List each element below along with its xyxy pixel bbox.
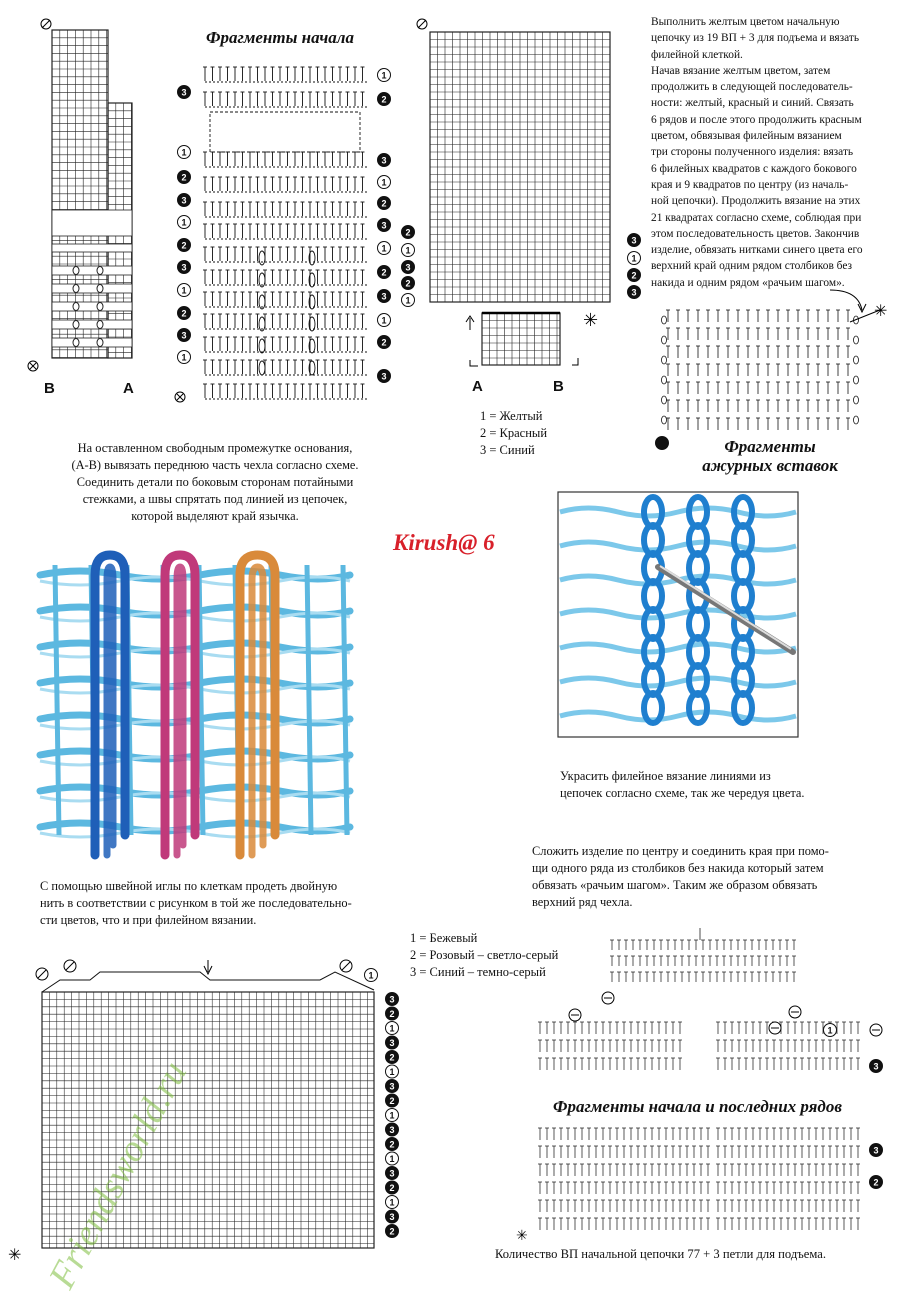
label-A2: A xyxy=(472,378,483,395)
row-number-marker: 2 xyxy=(405,227,411,238)
star-marker: ✳ xyxy=(583,310,599,331)
text-line: обвязать «рачьим шагом». Таким же образом обвязать xyxy=(532,878,818,892)
row-number-marker: 1 xyxy=(389,1154,395,1164)
legend-1-item: 1 = Желтый xyxy=(480,409,543,423)
instr-line: этом последовательность цветов. Закончив xyxy=(651,227,860,240)
text-line: Сложить изделие по центру и соединить края при помо- xyxy=(532,844,829,858)
title-openwork-line1: Фрагменты xyxy=(724,437,816,456)
row-number-marker: 1 xyxy=(405,245,411,256)
row-number-marker: 1 xyxy=(381,70,387,81)
text-line: (А-В) вывязать переднюю часть чехла согласно схеме. xyxy=(71,458,359,472)
row-number-marker: 2 xyxy=(389,1009,395,1019)
row-number-marker: 2 xyxy=(381,337,387,348)
row-number-marker: 2 xyxy=(181,172,187,183)
title-start-fragments: Фрагменты начала xyxy=(206,28,354,47)
row-number-marker: 1 xyxy=(181,217,187,228)
row-number-marker: 2 xyxy=(631,270,637,281)
row-number-marker: 1 xyxy=(368,970,374,981)
text-line: Соединить детали по боковым сторонам потайными xyxy=(76,475,354,489)
legend-2-item: 3 = Синий – темно-серый xyxy=(410,965,546,979)
row-number-marker: 3 xyxy=(873,1145,879,1156)
row-number-marker: 1 xyxy=(405,295,411,306)
row-number-marker: 3 xyxy=(873,1061,879,1072)
row-number-marker: 1 xyxy=(181,352,187,363)
instr-line: 6 рядов и после этого продолжить красным xyxy=(651,113,862,126)
row-number-marker: 3 xyxy=(381,220,387,231)
text-line: верхний ряд чехла. xyxy=(532,895,633,909)
row-number-marker: 2 xyxy=(381,198,387,209)
row-number-marker: 2 xyxy=(181,240,187,251)
row-number-marker: 1 xyxy=(381,243,387,254)
row-number-marker: 3 xyxy=(181,262,187,273)
row-number-marker: 2 xyxy=(381,267,387,278)
row-number-marker: 3 xyxy=(405,262,411,273)
instr-line: продолжить в следующей последователь- xyxy=(651,81,853,94)
legend-2-item: 1 = Бежевый xyxy=(410,931,478,945)
row-number-marker: 3 xyxy=(389,994,395,1005)
row-number-marker: 2 xyxy=(405,278,411,289)
row-number-marker: 3 xyxy=(389,1212,395,1222)
row-number-marker: 3 xyxy=(381,291,387,302)
row-number-marker: 3 xyxy=(381,371,387,382)
row-number-marker: 3 xyxy=(181,330,187,341)
brand-label: Kirush@ 6 xyxy=(393,530,495,555)
star-marker: ✳ xyxy=(874,301,888,320)
instr-line: филейной клеткой. xyxy=(651,48,743,61)
label-A: A xyxy=(123,380,134,397)
text-line: стежками, а швы спрятать под линией из цепочек, xyxy=(82,492,348,506)
title-openwork-line2: ажурных вставок xyxy=(702,456,838,475)
row-number-marker: 3 xyxy=(389,1168,395,1179)
instr-line: 6 филейных квадратов с каждого бокового xyxy=(651,162,857,175)
row-number-marker: 2 xyxy=(389,1139,395,1150)
row-number-marker: 1 xyxy=(381,177,387,188)
watermark: Friendsworld.ru xyxy=(40,1054,196,1296)
text-line: С помощью швейной иглы по клеткам продеть двойную xyxy=(40,879,338,893)
instr-line: ной цепочки). Продолжить вязание на этих xyxy=(651,195,861,208)
instr-line: Начав вязание желтым цветом, затем xyxy=(651,64,831,77)
legend-1-item: 3 = Синий xyxy=(480,443,535,457)
row-number-marker: 3 xyxy=(631,287,637,298)
row-number-marker: 1 xyxy=(631,253,637,264)
instr-line: цепочку из 19 ВП + 3 для подъема и вязать xyxy=(651,32,860,45)
row-number-marker: 2 xyxy=(389,1226,395,1237)
instr-line: три стороны полученного изделия: вязать xyxy=(651,146,854,159)
row-number-marker: 3 xyxy=(631,235,637,246)
instr-line: Выполнить желтым цветом начальную xyxy=(651,16,840,28)
instr-line: верхний край одним рядом столбиков без xyxy=(651,260,853,273)
row-number-marker: 1 xyxy=(389,1067,395,1077)
row-number-marker: 2 xyxy=(389,1096,395,1106)
row-number-marker: 3 xyxy=(181,87,187,98)
row-number-marker: 2 xyxy=(181,308,187,319)
star-marker: ✳ xyxy=(516,1228,528,1244)
row-number-marker: 3 xyxy=(389,1125,395,1135)
row-number-marker: 2 xyxy=(389,1183,395,1193)
text-line: цепочек согласно схеме, так же чередуя цвета. xyxy=(560,786,805,800)
label-B2: B xyxy=(553,378,564,395)
instr-line: накида и одним рядом «рачьим шагом». xyxy=(651,276,845,289)
legend-2-item: 2 = Розовый – светло-серый xyxy=(410,948,559,962)
label-B: B xyxy=(44,380,55,397)
row-number-marker: 1 xyxy=(381,315,387,326)
text-line: сти цветов, что и при филейном вязании. xyxy=(40,913,257,927)
instr-line: 21 квадратах согласно схеме, соблюдая при xyxy=(651,211,862,224)
row-number-marker: 1 xyxy=(389,1197,395,1208)
instr-line: цветом, обвязывая филейным вязанием xyxy=(651,130,842,143)
instr-line: края и 9 квадратов по центру (из началь- xyxy=(651,178,849,191)
row-number-marker: 1 xyxy=(389,1110,395,1121)
title-start-end-fragments: Фрагменты начала и последних рядов xyxy=(553,1097,842,1116)
row-number-marker: 1 xyxy=(827,1025,833,1036)
text-line: которой выделяют край язычка. xyxy=(131,509,299,523)
row-number-marker: 2 xyxy=(873,1177,879,1188)
star-marker: ✳ xyxy=(8,1245,22,1264)
instr-line: ности: желтый, красный и синий. Связать xyxy=(651,97,854,110)
row-number-marker: 1 xyxy=(181,285,187,296)
instr-line: изделие, обвязать нитками синего цвета его xyxy=(651,244,863,257)
row-number-marker: 3 xyxy=(381,155,387,166)
text-line: нить в соответствии с рисунком в той же последовательно- xyxy=(40,896,352,910)
row-number-marker: 2 xyxy=(381,94,387,105)
text-line: На оставленном свободным промежутке основания, xyxy=(77,441,353,455)
row-number-marker: 3 xyxy=(389,1081,395,1092)
row-number-marker: 1 xyxy=(181,147,187,158)
legend-1-item: 2 = Красный xyxy=(480,426,548,440)
text-line: щи одного ряда из столбиков без накида который затем xyxy=(532,861,824,875)
row-number-marker: 3 xyxy=(181,195,187,206)
row-number-marker: 3 xyxy=(389,1038,395,1048)
footer-text: Количество ВП начальной цепочки 77 + 3 петли для подъема. xyxy=(495,1247,826,1261)
text-line: Украсить филейное вязание линиями из xyxy=(560,769,771,783)
row-number-marker: 2 xyxy=(389,1052,395,1063)
row-number-marker: 1 xyxy=(389,1023,395,1034)
